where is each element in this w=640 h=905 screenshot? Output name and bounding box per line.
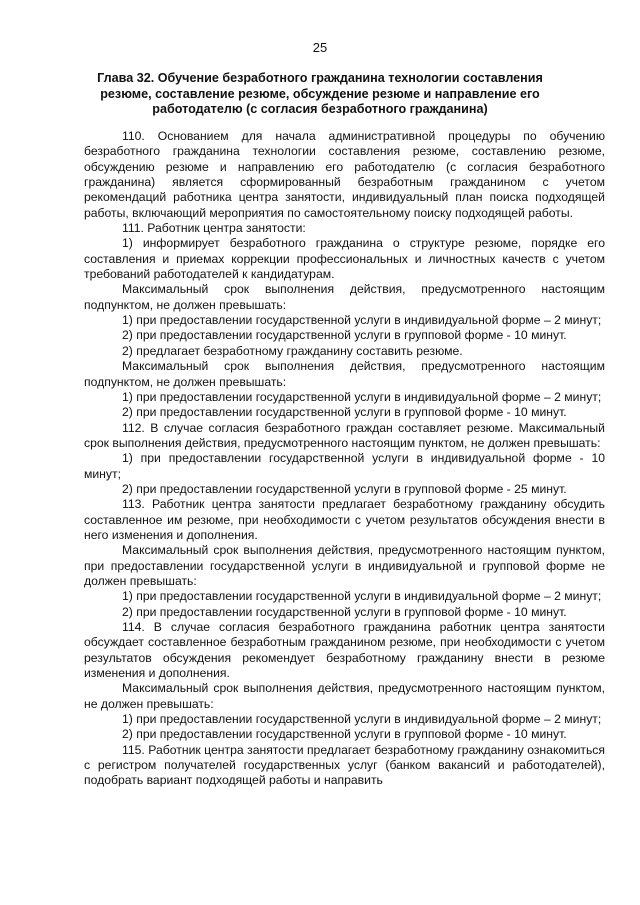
paragraph: 1) информирует безработного гражданина о структуре резюме, порядке его составления и приемах коррекции профессиональных и личностных качеств с учетом требований работодателей к кандидатурам. [84,236,605,282]
paragraph: 2) предлагает безработному гражданину составить резюме. [122,343,463,358]
paragraph: 1) при предоставлении государственной услуги в индивидуальной форме - 10 минут; [84,451,605,481]
paragraph: Максимальный срок выполнения действия, предусмотренного настоящим подпунктом, не должен превышать: [84,359,605,389]
page-number: 25 [312,40,328,55]
paragraph: 2) при предоставлении государственной услуги в групповой форме - 10 минут. [122,405,567,420]
chapter-heading: Глава 32. Обучение безработного гражданина технологии составления резюме, составление резюме, обсуждение резюме и направление его работодателю (с согласия безработного гражданина) [97,71,543,116]
paragraph: 115. Работник центра занятости предлагает безработному гражданину ознакомиться с регистром получателей государственных услуг (банком вакансий и работодателей), подобрать вариант подходящей работы и направить [84,742,605,788]
paragraph: 110. Основанием для начала административной процедуры по обучению безработного гражданина технологии составления резюме, составлению резюме, обсуждению резюме и направлению его работодателю (с согласия безработного гражданина) является сформированный безработным гражданином с учетом рекомендаций работника центра занятости, индивидуальный план поиска подходящей работы, включающий мероприятия по самостоятельному поиску подходящей работы. [84,129,605,220]
paragraph: 112. В случае согласия безработного граждан составляет резюме. Максимальный срок выполнения действия, предусмотренного настоящим пунктом, не должен превышать: [84,420,605,450]
paragraph: 1) при предоставлении государственной услуги в индивидуальной форме – 2 минут; [122,313,602,328]
paragraph: 2) при предоставлении государственной услуги в групповой форме - 10 минут. [122,328,567,343]
paragraph: 111. Работник центра занятости: [122,221,306,236]
paragraph: 2) при предоставлении государственной услуги в групповой форме - 10 минут. [122,604,567,619]
paragraph: Максимальный срок выполнения действия, предусмотренного настоящим пунктом, при предоставлении государственной услуги в индивидуальной и групповой форме не должен превышать: [84,543,605,588]
paragraph: Максимальный срок выполнения действия, предусмотренного настоящим подпунктом, не должен превышать: [84,282,605,312]
paragraph: 1) при предоставлении государственной услуги в индивидуальной форме – 2 минут; [122,712,602,727]
paragraph: 114. В случае согласия безработного гражданина работник центра занятости обсуждает составленное безработным гражданином резюме, при необходимости с учетом результатов обсуждения рекомендует безработному гражданину внести в резюме изменения и дополнения. [84,620,605,681]
paragraph: 113. Работник центра занятости предлагает безработному гражданину обсудить составленное им резюме, при необходимости с учетом результатов обсуждения внести в него изменения и дополнения. [84,497,605,542]
paragraph: 2) при предоставлении государственной услуги в групповой форме - 10 минут. [122,727,567,742]
paragraph: 1) при предоставлении государственной услуги в индивидуальной форме – 2 минут; [122,589,602,604]
document-body [84,129,605,789]
paragraph: 2) при предоставлении государственной услуги в групповой форме - 25 минут. [122,481,567,496]
paragraph: Максимальный срок выполнения действия, предусмотренного настоящим пунктом, не должен превышать: [84,681,605,711]
paragraph: 1) при предоставлении государственной услуги в индивидуальной форме – 2 минут; [122,389,602,404]
